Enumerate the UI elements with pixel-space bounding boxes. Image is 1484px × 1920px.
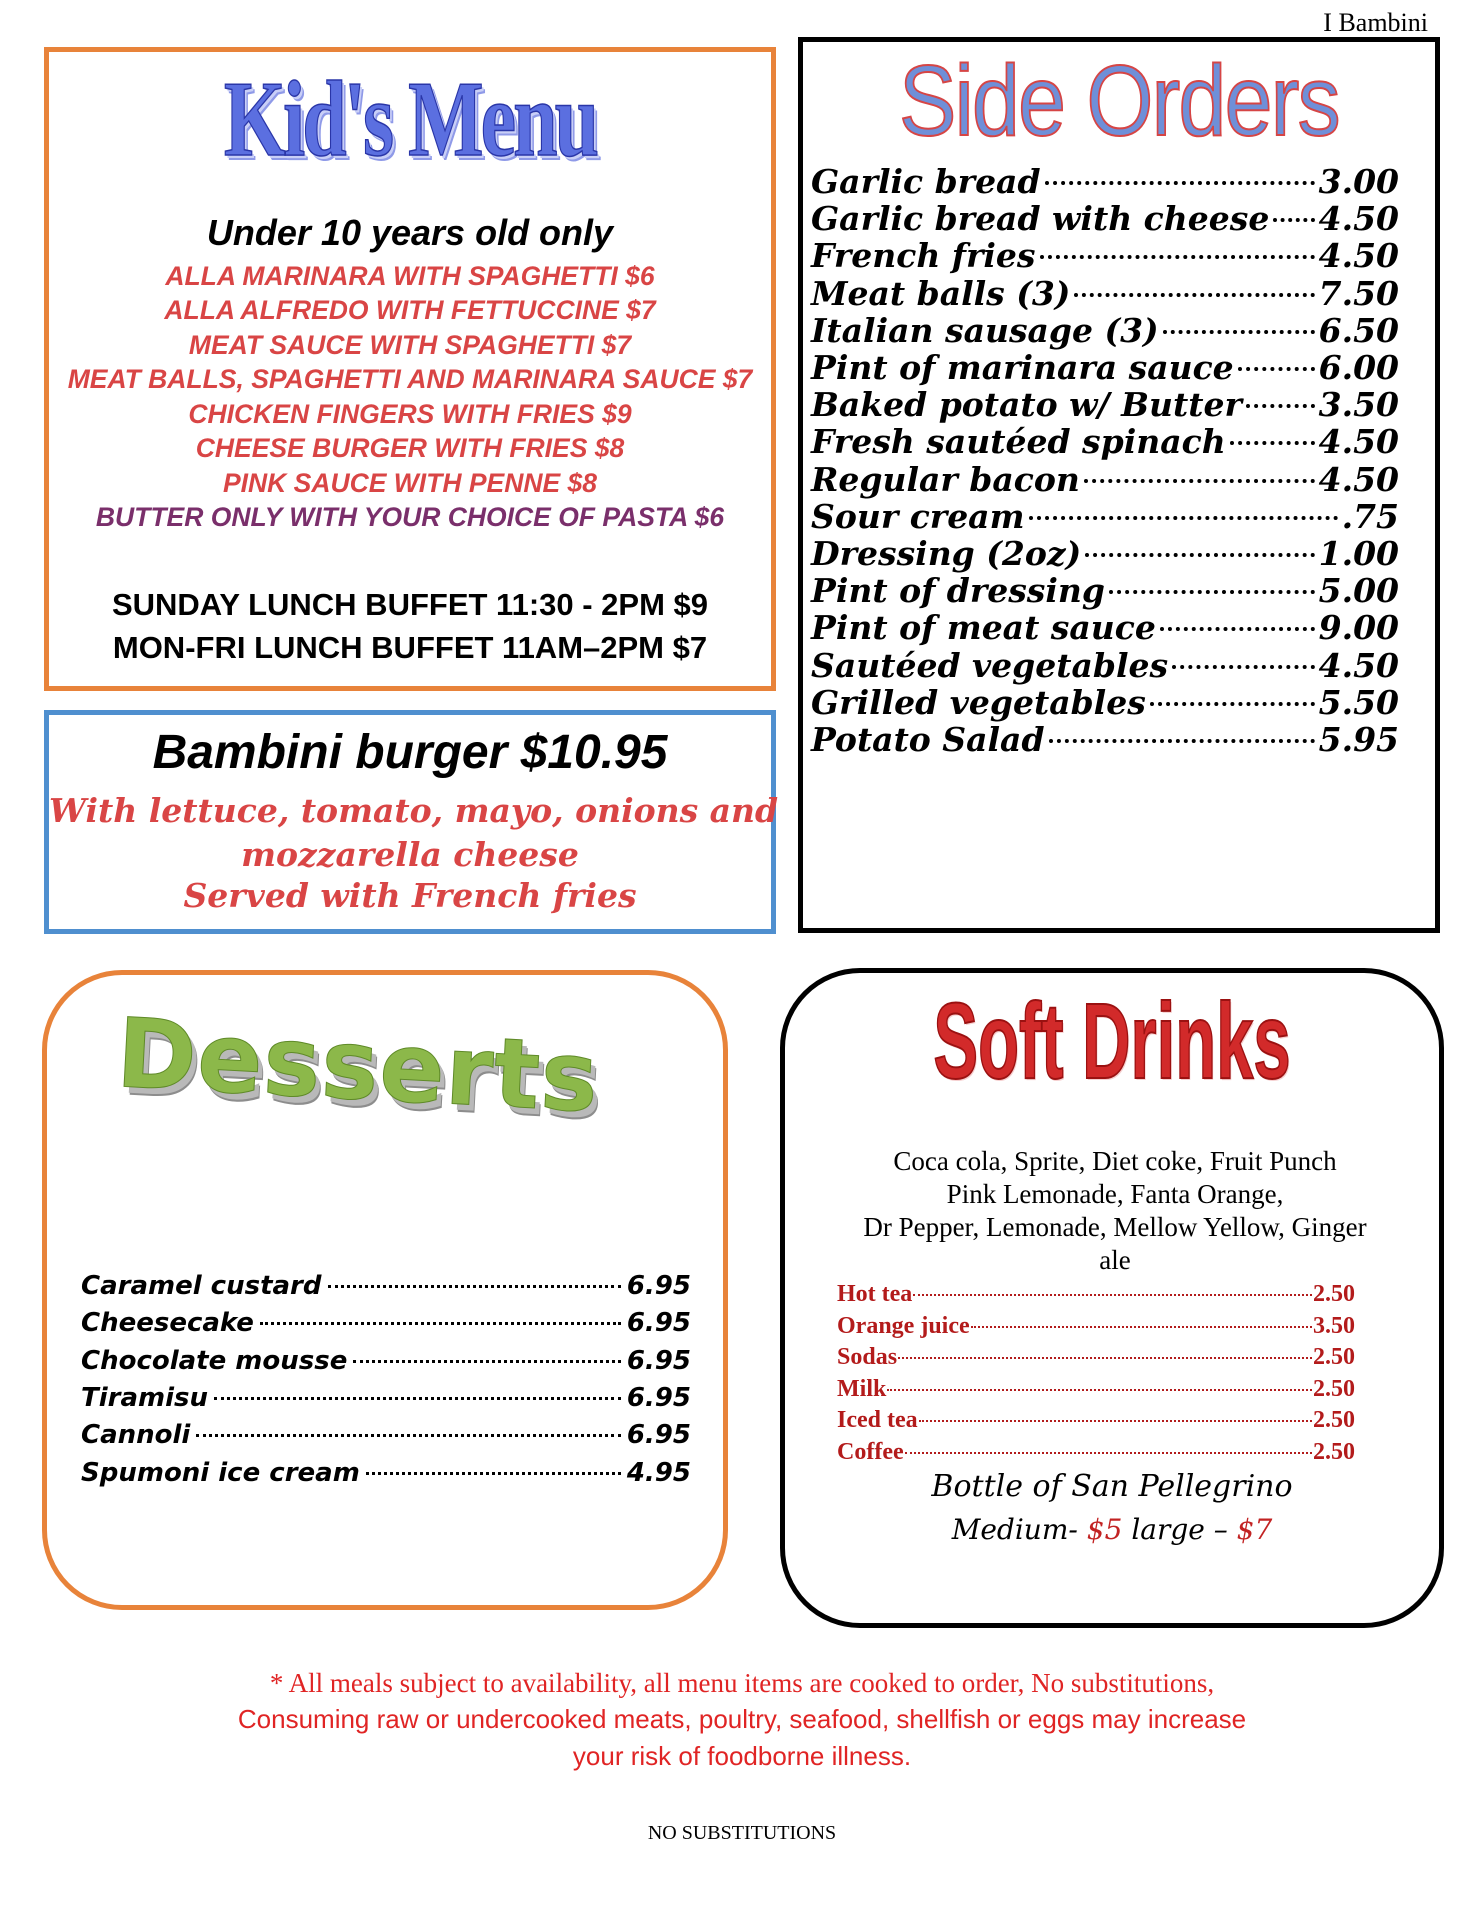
menu-row bbox=[81, 1383, 691, 1420]
dot-leader bbox=[919, 1420, 1312, 1422]
weekday-buffet: MON-FRI LUNCH BUFFET 11AM–2PM $7 bbox=[112, 630, 708, 665]
kids-menu-subtitle: Under 10 years old only bbox=[206, 212, 614, 253]
dot-leader bbox=[971, 1326, 1312, 1328]
item-name: Sodas bbox=[837, 1344, 898, 1370]
item-price: 4.50 bbox=[1318, 645, 1399, 685]
item-name: Tiramisu bbox=[81, 1382, 209, 1413]
item-price: 9.00 bbox=[1318, 608, 1399, 648]
dot-leader bbox=[1084, 479, 1315, 483]
item-name: Baked potato w/ Butter bbox=[811, 385, 1242, 425]
item-name: Hot tea bbox=[837, 1281, 913, 1307]
item-name: Milk bbox=[837, 1375, 887, 1402]
dot-leader bbox=[1049, 739, 1315, 743]
item-price: 6.95 bbox=[626, 1420, 691, 1451]
dot-leader bbox=[913, 1294, 1312, 1296]
item-price: 2.50 bbox=[1313, 1438, 1355, 1465]
dot-leader bbox=[905, 1452, 1312, 1454]
item-price: 6.95 bbox=[626, 1308, 691, 1339]
menu-row bbox=[81, 1346, 691, 1383]
item-price: 7.50 bbox=[1318, 273, 1399, 313]
item-price: 6.95 bbox=[626, 1382, 691, 1413]
drinks-description-line: ale bbox=[1099, 1245, 1131, 1275]
drinks-description-line: Pink Lemonade, Fanta Orange, bbox=[946, 1179, 1284, 1209]
item-name: Chocolate mousse bbox=[81, 1345, 348, 1376]
kids-menu-item: ALLA MARINARA WITH SPAGHETTI $6 bbox=[165, 261, 655, 291]
burger-description: mozzarella cheese bbox=[241, 835, 579, 874]
item-price: 6.00 bbox=[1318, 348, 1399, 387]
item-name: Cheesecake bbox=[81, 1308, 254, 1339]
dot-leader bbox=[328, 1285, 621, 1288]
side-orders-section bbox=[798, 37, 1440, 933]
item-name: Potato Salad bbox=[811, 720, 1045, 759]
dot-leader bbox=[1040, 255, 1315, 259]
menu-row bbox=[837, 1281, 1355, 1313]
item-price: 4.50 bbox=[1318, 236, 1399, 276]
drinks-description-line: Coca cola, Sprite, Diet coke, Fruit Punch bbox=[893, 1146, 1337, 1176]
pellegrino-medium-price: $5 bbox=[1086, 1513, 1123, 1546]
item-price: 4.50 bbox=[1318, 199, 1399, 239]
dot-leader bbox=[214, 1397, 621, 1400]
kids-menu-title: Kid's Menu bbox=[223, 60, 597, 179]
kids-menu-section bbox=[44, 47, 776, 691]
sunday-buffet: SUNDAY LUNCH BUFFET 11:30 - 2PM $9 bbox=[111, 587, 709, 622]
dot-leader bbox=[1085, 553, 1314, 557]
burger-description: With lettuce, tomato, mayo, onions and bbox=[49, 791, 779, 830]
item-name: Italian sausage (3) bbox=[811, 310, 1159, 350]
item-price: 6.95 bbox=[626, 1271, 691, 1301]
item-name: Pint of meat sauce bbox=[811, 608, 1156, 648]
item-name: Caramel custard bbox=[81, 1271, 322, 1301]
kids-menu-item: MEAT SAUCE WITH SPAGHETTI $7 bbox=[188, 330, 632, 360]
item-name: Pint of marinara sauce bbox=[811, 348, 1234, 387]
item-name: Sautéed vegetables bbox=[811, 645, 1169, 685]
pellegrino-title: Bottle of San Pellegrino bbox=[931, 1469, 1293, 1504]
item-price: 6.50 bbox=[1318, 310, 1399, 350]
menu-row bbox=[837, 1439, 1355, 1471]
menu-row bbox=[81, 1458, 691, 1495]
item-name: French fries bbox=[811, 236, 1036, 276]
menu-row bbox=[811, 720, 1399, 766]
item-name: Grilled vegetables bbox=[811, 682, 1146, 722]
item-name: Orange juice bbox=[837, 1312, 970, 1339]
dot-leader bbox=[353, 1360, 620, 1363]
pellegrino-large-price: $7 bbox=[1236, 1513, 1273, 1546]
drinks-description-line: Dr Pepper, Lemonade, Mellow Yellow, Ginger bbox=[863, 1212, 1367, 1242]
soft-drinks-description bbox=[815, 1145, 1415, 1277]
item-name: Pint of dressing bbox=[811, 571, 1105, 611]
menu-row bbox=[81, 1271, 691, 1308]
dot-leader bbox=[1109, 590, 1315, 594]
item-price: 3.50 bbox=[1313, 1312, 1355, 1339]
soft-drinks-section bbox=[780, 968, 1444, 1628]
dot-leader bbox=[1246, 404, 1315, 408]
kids-menu-item: CHEESE BURGER WITH FRIES $8 bbox=[195, 433, 625, 463]
kids-menu-item: PINK SAUCE WITH PENNE $8 bbox=[222, 468, 597, 498]
side-orders-title: Side Orders bbox=[899, 45, 1339, 157]
item-name: Garlic bread with cheese bbox=[811, 199, 1270, 239]
kids-menu-item: MEAT BALLS, SPAGHETTI AND MARINARA SAUCE $7 bbox=[67, 364, 753, 394]
desserts-title: Desserts bbox=[114, 997, 602, 1135]
item-price: 3.50 bbox=[1318, 385, 1399, 425]
dot-leader bbox=[1163, 330, 1315, 334]
item-name: Meat balls (3) bbox=[811, 273, 1071, 313]
desserts-section bbox=[42, 970, 728, 1610]
disclaimer-line: your risk of foodborne illness. bbox=[572, 1741, 912, 1771]
item-name: Sour cream bbox=[811, 496, 1025, 536]
dot-leader bbox=[1029, 516, 1338, 520]
dot-leader bbox=[196, 1434, 621, 1437]
item-name: Spumoni ice cream bbox=[81, 1457, 360, 1488]
item-price: 4.95 bbox=[626, 1457, 691, 1488]
item-price: 2.50 bbox=[1313, 1407, 1355, 1433]
menu-row bbox=[81, 1308, 691, 1345]
soft-drinks-title: Soft Drinks bbox=[933, 980, 1291, 1101]
item-price: 3.00 bbox=[1318, 162, 1399, 201]
dot-leader bbox=[1172, 665, 1315, 669]
item-name: Dressing (2oz) bbox=[811, 534, 1082, 573]
dot-leader bbox=[1230, 441, 1315, 445]
menu-row bbox=[837, 1407, 1355, 1439]
item-price: 5.50 bbox=[1318, 682, 1399, 722]
pellegrino-medium-label: Medium- bbox=[951, 1513, 1078, 1546]
menu-row bbox=[837, 1344, 1355, 1376]
item-name: Regular bacon bbox=[811, 459, 1080, 499]
menu-row bbox=[837, 1376, 1355, 1408]
dot-leader bbox=[366, 1472, 621, 1475]
item-name: Iced tea bbox=[837, 1407, 918, 1433]
no-substitutions-note: NO SUBSTITUTIONS bbox=[647, 1822, 837, 1844]
dot-leader bbox=[898, 1357, 1312, 1359]
kids-menu-item: CHICKEN FINGERS WITH FRIES $9 bbox=[188, 399, 632, 429]
restaurant-name: I Bambini bbox=[1323, 8, 1428, 37]
item-name: Cannoli bbox=[81, 1420, 191, 1451]
dot-leader bbox=[1150, 702, 1315, 706]
item-price: 4.50 bbox=[1318, 422, 1399, 462]
dot-leader bbox=[1045, 181, 1315, 185]
burger-title: Bambini burger $10.95 bbox=[152, 726, 668, 779]
dot-leader bbox=[1238, 367, 1315, 371]
pellegrino-large-label: large – bbox=[1131, 1513, 1228, 1546]
item-price: 2.50 bbox=[1313, 1375, 1355, 1402]
dot-leader bbox=[1160, 627, 1315, 631]
item-price: 5.00 bbox=[1318, 571, 1399, 611]
item-price: 6.95 bbox=[626, 1345, 691, 1376]
item-price: 4.50 bbox=[1318, 459, 1399, 499]
dot-leader bbox=[887, 1389, 1312, 1391]
item-name: Fresh sautéed spinach bbox=[811, 422, 1226, 462]
item-price: 2.50 bbox=[1313, 1281, 1355, 1307]
dot-leader bbox=[260, 1322, 621, 1325]
item-name: Coffee bbox=[837, 1438, 904, 1465]
burger-section bbox=[44, 710, 779, 934]
kids-menu-item: ALLA ALFREDO WITH FETTUCCINE $7 bbox=[164, 295, 656, 325]
menu-row bbox=[81, 1420, 691, 1457]
item-price: 5.95 bbox=[1318, 720, 1399, 759]
dot-leader bbox=[1273, 218, 1314, 222]
menu-row bbox=[837, 1313, 1355, 1345]
dot-leader bbox=[1074, 293, 1314, 297]
item-name: Garlic bread bbox=[811, 162, 1041, 201]
item-price: 1.00 bbox=[1318, 534, 1399, 573]
disclaimer-line: * All meals subject to availability, all menu items are cooked to order, No substitutions, bbox=[269, 1668, 1215, 1698]
burger-side: Served with French fries bbox=[183, 876, 637, 915]
kids-menu-item: BUTTER ONLY WITH YOUR CHOICE OF PASTA $6 bbox=[95, 502, 725, 532]
item-price: .75 bbox=[1341, 496, 1399, 536]
pellegrino-sizes bbox=[785, 1513, 1439, 1546]
item-price: 2.50 bbox=[1313, 1344, 1355, 1370]
disclaimer-line: Consuming raw or undercooked meats, poultry, seafood, shellfish or eggs may increase bbox=[237, 1704, 1247, 1734]
